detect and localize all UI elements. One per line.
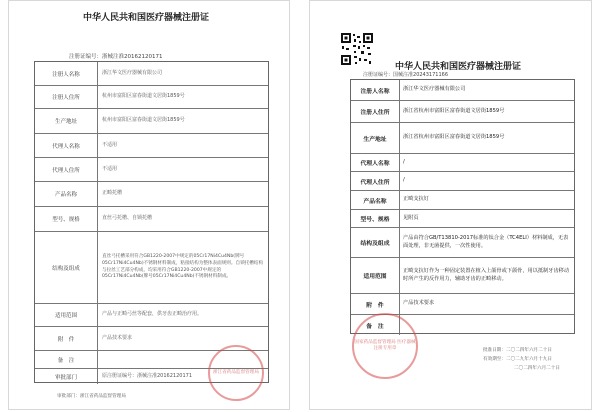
row-value — [403, 315, 571, 335]
row-label: 适用范围 — [351, 258, 400, 293]
left-seal-text: 浙江省药品监督管理局 — [213, 370, 259, 376]
row-value: 产品与正畸弓丝等配套，供牙齿正畸治疗用。 — [102, 311, 203, 318]
left-title: 中华人民共和国医疗器械注册证 — [83, 13, 210, 23]
table-row — [35, 86, 268, 109]
right-cert-number-label: 注册证编号： — [363, 72, 394, 78]
row-label: 生产地址 — [35, 109, 98, 133]
row-value: 浙江省杭州市富阳区富春街道文居街1859号 — [403, 107, 505, 114]
row-value: / — [403, 177, 405, 184]
row-label: 注册人住所 — [351, 101, 400, 122]
table-row — [35, 207, 268, 232]
row-label: 产品名称 — [35, 182, 98, 206]
right-table — [350, 79, 575, 334]
row-value: 产品技术要求 — [403, 300, 435, 307]
right-cert-number-value: 国械注准20243171166 — [393, 72, 449, 78]
left-issue-dept: 审批部门：浙江省药品监督管理局 — [57, 394, 126, 399]
row-value: 浙江华文医疗器械有限公司 — [403, 86, 466, 93]
row-label: 备 注 — [351, 315, 400, 335]
row-value: 原注册证编号：浙械注准20162120171 — [102, 372, 192, 379]
row-label: 注册人名称 — [35, 62, 98, 85]
table-row — [35, 182, 268, 207]
row-label: 代理人名称 — [351, 154, 400, 171]
table-row — [351, 101, 574, 123]
row-value: 浙江华文医疗器械有限公司 — [102, 69, 163, 76]
left-cert-number-label: 注册证编号： — [69, 54, 103, 60]
right-title: 中华人民共和国医疗器械注册证 — [395, 62, 522, 72]
table-row — [351, 258, 574, 294]
row-value: 不适用 — [102, 141, 118, 148]
row-label: 附 件 — [35, 327, 98, 350]
row-value: 浙江省杭州市富阳区富春街道文居街1859号 — [403, 134, 505, 141]
left-cert-number-value: 浙械注准20162120171 — [102, 54, 163, 60]
right-cert-number — [363, 71, 448, 78]
row-value: 见附页 — [403, 214, 419, 221]
qr-code-icon — [340, 32, 374, 66]
row-label: 结构及组成 — [35, 232, 98, 303]
table-row — [35, 158, 268, 182]
right-seal-text: 国家药品监督管理局 医疗器械注册专用章 — [354, 340, 416, 351]
row-label: 结构及组成 — [351, 228, 400, 257]
row-label: 代理人名称 — [35, 134, 98, 157]
left-official-seal — [208, 345, 264, 401]
row-value: 正畸托槽 — [102, 190, 123, 197]
row-label: 代理人住所 — [35, 158, 98, 181]
right-official-seal — [352, 313, 418, 379]
row-label: 注册人住所 — [35, 86, 98, 108]
row-label: 审批部门 — [35, 369, 98, 384]
row-label: 适用范围 — [35, 304, 98, 326]
table-row — [351, 191, 574, 210]
row-label: 代理人住所 — [351, 172, 400, 190]
table-row — [351, 172, 574, 191]
table-row — [35, 134, 268, 158]
approval-date-repeat: 二〇二四年六月二十日 — [514, 366, 560, 371]
row-value: 杭州市富阳区富春街道文居街1859号 — [102, 117, 185, 124]
table-row — [351, 123, 574, 154]
table-row — [35, 62, 268, 86]
row-value: 正畸支抗钉作为一种固定装置在植入上颌骨或下颌骨，用以抵制牙齿移动时所产生的反作用力，辅助牙齿的正畸移动。 — [403, 267, 570, 282]
left-table — [34, 61, 269, 383]
row-value: 正畸支抗钉 — [403, 196, 429, 203]
row-value: 产品技术要求 — [102, 334, 133, 341]
approval-date: 批准日期：二〇二四年六月二十日 — [483, 348, 552, 353]
table-row — [351, 80, 574, 101]
table-row — [351, 228, 574, 258]
table-row — [351, 210, 574, 228]
row-value: 直丝弓托槽、自锁托槽 — [102, 215, 153, 222]
row-label: 备 注 — [35, 351, 98, 368]
row-value: 杭州市富阳区富春街道文居街1859号 — [102, 93, 185, 100]
row-label: 生产地址 — [351, 123, 400, 153]
row-value: 不适用 — [102, 165, 118, 172]
table-row — [351, 294, 574, 315]
table-row — [35, 109, 268, 134]
row-value: 直丝弓托槽采用符合GB1220-2007中规定的05Cr17Ni4Cu4Nb(牌号05Cr17Ni4Cu4Nb)不锈钢材料制成，粘接结构为整体表面规则。自锁托槽结构与拉丝工艺部分构成，均采用符合GB1220-2007中规定的05Cr17Ni4Cu4Nb(牌号05Cr17Ni4Cu4Nb)不锈钢材料制成。 — [102, 253, 264, 280]
row-label: 附 件 — [351, 294, 400, 314]
row-label: 注册人名称 — [351, 80, 400, 100]
row-label: 产品名称 — [351, 191, 400, 209]
table-row — [35, 304, 268, 327]
valid-until: 有效期至：二〇二九年六月十九日 — [483, 357, 552, 362]
row-value: / — [403, 158, 405, 165]
left-cert-number — [69, 52, 163, 60]
left-certificate — [8, 0, 290, 410]
table-row — [351, 154, 574, 172]
row-value: 产品由符合GB/T13810-2017标准的钛合金（TC4ELI）材料制成，无表面处理，非无菌提供，一次性使用。 — [403, 234, 569, 249]
row-label: 型号、规格 — [351, 210, 400, 227]
right-certificate — [309, 0, 592, 410]
row-label: 型号、规格 — [35, 207, 98, 231]
table-row — [35, 232, 268, 304]
